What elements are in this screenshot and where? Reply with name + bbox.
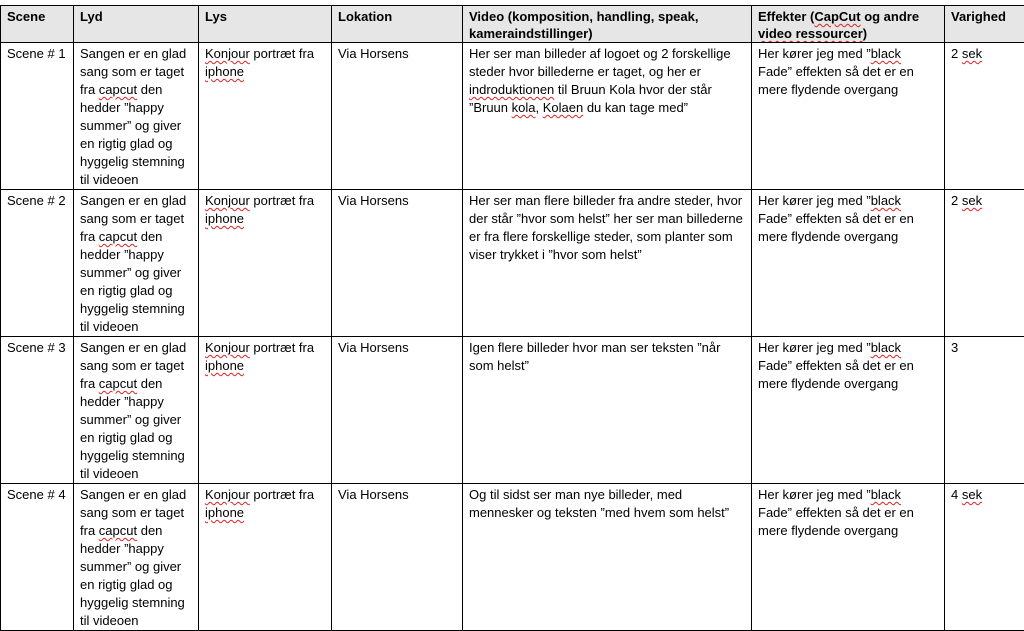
header-effekter (752, 6, 945, 43)
cell-varighed (945, 43, 1024, 190)
lys-iphone: iphone (205, 64, 244, 79)
effekt-text-rest: Fade” effekten så det er en mere flydende overgang (758, 193, 918, 244)
effekt-text: Her kører jeg med ” (758, 487, 871, 502)
cell-lys (199, 190, 332, 337)
cell-lys (199, 484, 332, 631)
varighed-unit: sek (962, 487, 982, 502)
header-effekter-prefix: Effekter ( (758, 9, 814, 24)
cell-scene (1, 43, 74, 190)
lys-text: portræt fra (250, 193, 318, 208)
varighed-value: 2 (951, 193, 962, 208)
lyd-text: Sangen er en glad sang som er taget fra (80, 340, 190, 391)
header-lyd: Lyd (74, 6, 199, 43)
lyd-text-rest: den hedder ”happy summer” og giver en rigtig glad og hyggelig stemning til videoen (80, 376, 188, 481)
video-text: Igen flere billeder hvor man ser teksten ”når som helst” (469, 340, 724, 373)
table-row (1, 43, 1024, 190)
cell-effekter (752, 337, 945, 484)
cell-effekter (752, 43, 945, 190)
lyd-text-rest: den hedder ”happy summer” og giver en rigtig glad og hyggelig stemning til videoen (80, 229, 188, 334)
cell-lokation (332, 337, 463, 484)
storyboard-table (0, 5, 1024, 631)
effekt-text: Her kører jeg med ” (758, 193, 871, 208)
header-effekter-capcut: CapCut (814, 9, 860, 24)
lys-text: portræt fra (250, 340, 318, 355)
lokation-text: Via Horsens (338, 340, 409, 355)
cell-lys (199, 43, 332, 190)
cell-lyd (74, 337, 199, 484)
cell-scene (1, 484, 74, 631)
cell-video (463, 337, 752, 484)
lokation-text: Via Horsens (338, 193, 409, 208)
lokation-text: Via Horsens (338, 487, 409, 502)
scene-label: Scene # 2 (7, 193, 66, 208)
header-row (1, 6, 1024, 43)
table-row (1, 337, 1024, 484)
header-effekter-suffix: ) (863, 26, 867, 41)
effekt-black: black (871, 193, 901, 208)
effekt-text-rest: Fade” effekten så det er en mere flydende overgang (758, 340, 918, 391)
lyd-text-rest: den hedder ”happy summer” og giver en rigtig glad og hyggelig stemning til videoen (80, 82, 188, 187)
video-text-2: til Bruun Kola hvor der står ”Bruun (469, 82, 715, 115)
lys-text: portræt fra (250, 487, 318, 502)
varighed-unit: sek (962, 46, 982, 61)
cell-lokation (332, 43, 463, 190)
video-squiggle-1: indroduktionen (469, 82, 554, 97)
cell-video (463, 43, 752, 190)
lys-konjour: Konjour (205, 487, 250, 502)
scene-label: Scene # 4 (7, 487, 66, 502)
effekt-text: Her kører jeg med ” (758, 46, 871, 61)
lyd-capcut: capcut (99, 523, 137, 538)
cell-effekter (752, 484, 945, 631)
cell-lokation (332, 190, 463, 337)
effekt-text: Her kører jeg med ” (758, 340, 871, 355)
lyd-text: Sangen er en glad sang som er taget fra (80, 46, 190, 97)
lokation-text: Via Horsens (338, 46, 409, 61)
cell-lys (199, 337, 332, 484)
header-lokation: Lokation (332, 6, 463, 43)
varighed-unit: sek (962, 193, 982, 208)
cell-lyd (74, 190, 199, 337)
cell-effekter (752, 190, 945, 337)
video-text: Her ser man flere billeder fra andre steder, hvor der står ”hvor som helst” her ser man billederne er fra flere forskellige steder, som planter som viser trykket i ”hvor som helst” (469, 193, 746, 262)
lys-text: portræt fra (250, 46, 318, 61)
lyd-capcut: capcut (99, 229, 137, 244)
table-row (1, 484, 1024, 631)
lyd-text-rest: den hedder ”happy summer” og giver en rigtig glad og hyggelig stemning til videoen (80, 523, 188, 628)
varighed-value: 4 (951, 487, 962, 502)
effekt-text-rest: Fade” effekten så det er en mere flydende overgang (758, 487, 918, 538)
lys-konjour: Konjour (205, 340, 250, 355)
scene-label: Scene # 1 (7, 46, 66, 61)
header-effekter-middle: og andre (861, 9, 920, 24)
video-text-4: du kan tage med” (583, 100, 688, 115)
effekt-text-rest: Fade” effekten så det er en mere flydende overgang (758, 46, 918, 97)
lys-iphone: iphone (205, 211, 244, 226)
cell-lyd (74, 484, 199, 631)
effekt-black: black (871, 46, 901, 61)
cell-video (463, 484, 752, 631)
lys-konjour: Konjour (205, 193, 250, 208)
cell-video (463, 190, 752, 337)
varighed-value: 2 (951, 46, 962, 61)
lys-iphone: iphone (205, 358, 244, 373)
cell-scene (1, 190, 74, 337)
header-video: Video (komposition, handling, speak, kameraindstillinger) (463, 6, 752, 43)
cell-varighed (945, 337, 1024, 484)
varighed-value: 3 (951, 340, 958, 355)
effekt-black: black (871, 340, 901, 355)
effekt-black: black (871, 487, 901, 502)
cell-varighed (945, 484, 1024, 631)
lys-konjour: Konjour (205, 46, 250, 61)
video-squiggle-3: Kolaen (543, 100, 583, 115)
header-effekter-ressourcer: video ressourcer (758, 26, 863, 41)
video-text: Her ser man billeder af logoet og 2 forskellige steder hvor billederne er taget, og her er (469, 46, 734, 79)
cell-lyd (74, 43, 199, 190)
table-row (1, 190, 1024, 337)
scene-label: Scene # 3 (7, 340, 66, 355)
header-varighed: Varighed (945, 6, 1024, 43)
lyd-text: Sangen er en glad sang som er taget fra (80, 487, 190, 538)
lyd-capcut: capcut (99, 82, 137, 97)
lyd-text: Sangen er en glad sang som er taget fra (80, 193, 190, 244)
cell-lokation (332, 484, 463, 631)
header-scene: Scene (1, 6, 74, 43)
video-squiggle-2: kola (512, 100, 536, 115)
cell-scene (1, 337, 74, 484)
cell-varighed (945, 190, 1024, 337)
lys-iphone: iphone (205, 505, 244, 520)
lyd-capcut: capcut (99, 376, 137, 391)
video-text-3: , (536, 100, 543, 115)
video-text: Og til sidst ser man nye billeder, med mennesker og teksten ”med hvem som helst” (469, 487, 729, 520)
header-lys: Lys (199, 6, 332, 43)
